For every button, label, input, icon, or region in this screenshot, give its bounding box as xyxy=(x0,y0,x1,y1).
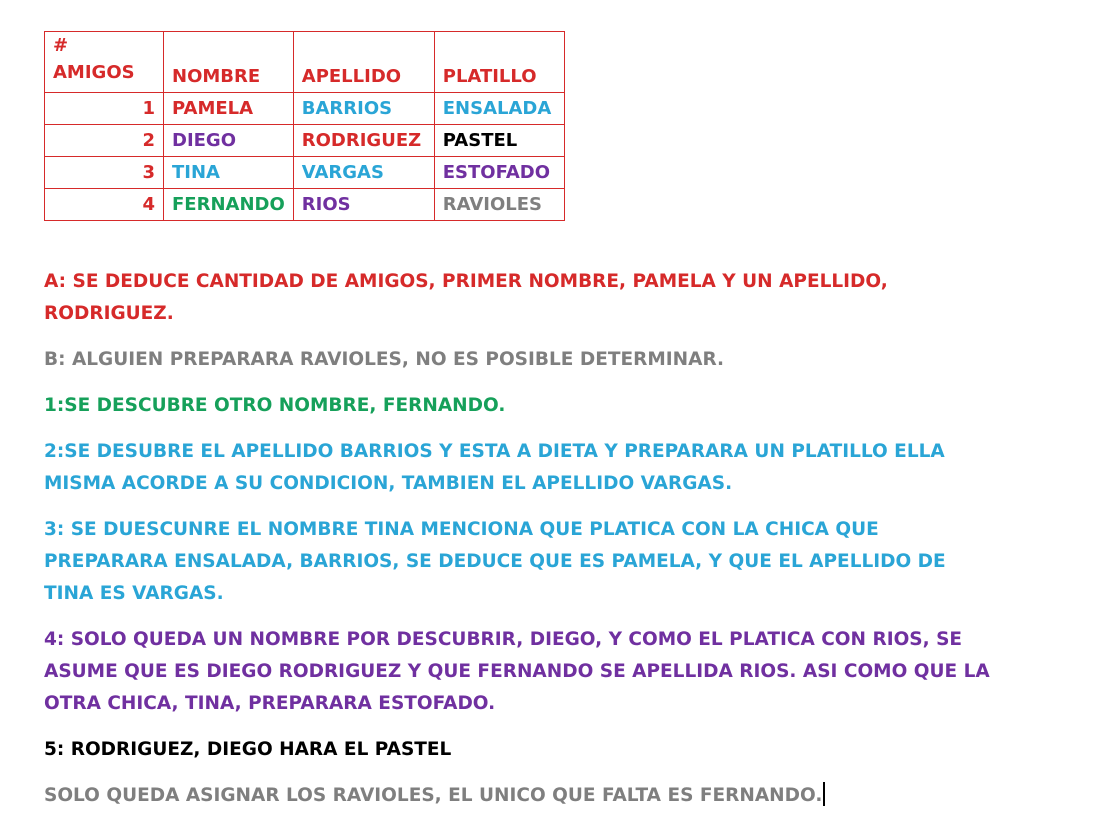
cell-nombre: FERNANDO xyxy=(164,189,294,221)
note-5: 5: RODRIGUEZ, DIEGO HARA EL PASTEL xyxy=(44,739,452,760)
cell-num: 2 xyxy=(45,125,164,157)
cell-apellido: BARRIOS xyxy=(293,93,434,125)
table-row xyxy=(45,157,565,189)
cell-num: 1 xyxy=(45,93,164,125)
text-cursor xyxy=(823,782,825,806)
cell-platillo: PASTEL xyxy=(434,125,564,157)
note-final-text: SOLO QUEDA ASIGNAR LOS RAVIOLES, EL UNICO QUE FALTA ES FERNANDO. xyxy=(44,785,823,806)
header-nombre: NOMBRE xyxy=(164,32,294,93)
note-4: 4: SOLO QUEDA UN NOMBRE POR DESCUBRIR, DIEGO, Y COMO EL PLATICA CON RIOS, SE ASUME QUE ES DIEGO RODRIGUEZ Y QUE FERNANDO SE APELLIDA RIOS. ASI COMO QUE LA OTRA CHICA, TINA, PREPARARA ESTOFADO. xyxy=(44,629,990,714)
table-header-row xyxy=(45,32,565,93)
table-row xyxy=(45,125,565,157)
cell-num: 3 xyxy=(45,157,164,189)
note-final[interactable] xyxy=(44,780,994,812)
header-num-amigos xyxy=(45,32,164,93)
note-a: A: SE DEDUCE CANTIDAD DE AMIGOS, PRIMER NOMBRE, PAMELA Y UN APELLIDO, RODRIGUEZ. xyxy=(44,271,888,324)
cell-platillo: ESTOFADO xyxy=(434,157,564,189)
notes-section xyxy=(44,266,994,812)
cell-nombre: PAMELA xyxy=(164,93,294,125)
note-2: 2:SE DESUBRE EL APELLIDO BARRIOS Y ESTA A DIETA Y PREPARARA UN PLATILLO ELLA MISMA ACORDE A SU CONDICION, TAMBIEN EL APELLIDO VARGAS. xyxy=(44,441,945,494)
cell-platillo: ENSALADA xyxy=(434,93,564,125)
note-b: B: ALGUIEN PREPARARA RAVIOLES, NO ES POSIBLE DETERMINAR. xyxy=(44,349,725,370)
cell-num: 4 xyxy=(45,189,164,221)
cell-apellido: VARGAS xyxy=(293,157,434,189)
table-row xyxy=(45,189,565,221)
cell-apellido: RODRIGUEZ xyxy=(293,125,434,157)
cell-apellido: RIOS xyxy=(293,189,434,221)
header-apellido: APELLIDO xyxy=(293,32,434,93)
cell-nombre: TINA xyxy=(164,157,294,189)
header-num-symbol: # xyxy=(53,35,69,56)
note-3: 3: SE DUESCUNRE EL NOMBRE TINA MENCIONA QUE PLATICA CON LA CHICA QUE PREPARARA ENSALADA, BARRIOS, SE DEDUCE QUE ES PAMELA, Y QUE EL APELLIDO DE TINA ES VARGAS. xyxy=(44,519,946,604)
note-1: 1:SE DESCUBRE OTRO NOMBRE, FERNANDO. xyxy=(44,395,506,416)
header-amigos: AMIGOS xyxy=(53,62,135,83)
cell-nombre: DIEGO xyxy=(164,125,294,157)
friends-table xyxy=(44,31,565,221)
header-platillo: PLATILLO xyxy=(434,32,564,93)
cell-platillo: RAVIOLES xyxy=(434,189,564,221)
table-row xyxy=(45,93,565,125)
